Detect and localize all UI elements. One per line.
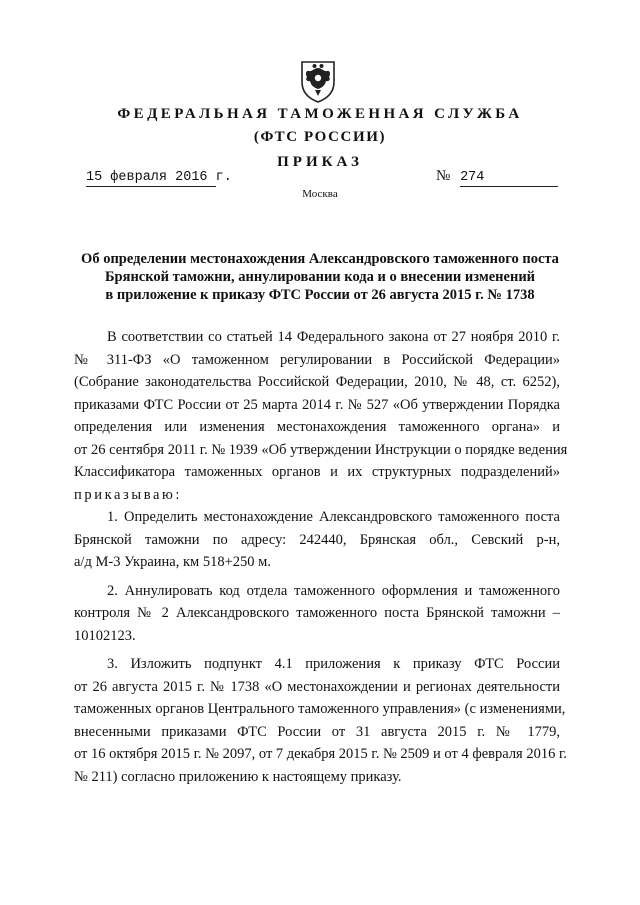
coat-of-arms-emblem: [296, 56, 340, 104]
document-body: [74, 326, 568, 788]
agency-abbreviation: (ФТС РОССИИ): [253, 129, 387, 145]
preamble-line: приказами ФТС России от 25 марта 2014 г. № 527 «Об утверждении Порядка: [74, 396, 560, 413]
order-word: приказываю:: [74, 486, 183, 503]
item-3-line: внесенными приказами ФТС России от 31 августа 2015 г. № 1779,: [74, 723, 560, 740]
subject-line: Брянской таможни, аннулировании кода и о внесении изменений: [104, 269, 536, 285]
item-3-line: таможенных органов Центрального таможенного управления» (с изменениями,: [74, 701, 566, 717]
item-3-line: 3. Изложить подпункт 4.1 приложения к приказу ФТС России: [107, 656, 560, 672]
item-3-line: № 211) согласно приложению к настоящему приказу.: [74, 768, 402, 785]
preamble-line: (Собрание законодательства Российской Федерации, 2010, № 48, ст. 6252),: [74, 374, 560, 390]
subject-line: Об определении местонахождения Александровского таможенного поста: [81, 251, 559, 267]
item-3-line: от 26 августа 2015 г. № 1738 «О местонахождении и регионах деятельности: [74, 678, 560, 695]
preamble-line: В соответствии со статьей 14 Федерального закона от 27 ноября 2010 г.: [107, 329, 560, 345]
preamble-line: № 311-ФЗ «О таможенном регулировании в Российской Федерации»: [74, 351, 560, 368]
document-number: [436, 168, 558, 187]
item-3-line: от 16 октября 2015 г. № 2097, от 7 декабря 2015 г. № 2509 и от 4 февраля 2016 г.: [74, 746, 567, 762]
agency-name: ФЕДЕРАЛЬНАЯ ТАМОЖЕННАЯ СЛУЖБА: [117, 106, 523, 122]
document-type: ПРИКАЗ: [277, 154, 363, 170]
issue-city: Москва: [302, 188, 338, 200]
number-label: №: [436, 168, 451, 184]
document-subject: [70, 250, 570, 304]
item-1-line: а/д М-3 Украина, км 518+250 м.: [74, 554, 271, 570]
item-2-line: 2. Аннулировать код отдела таможенного оформления и таможенного: [107, 582, 560, 599]
preamble-line: Классификатора таможенных органов и их структурных подразделений»: [74, 464, 560, 480]
subject-line: в приложение к приказу ФТС России от 26 августа 2015 г. № 1738: [105, 287, 535, 303]
number-value: 274: [460, 170, 558, 187]
item-1-line: 1. Определить местонахождение Александровского таможенного поста: [107, 509, 560, 525]
preamble-line: от 26 сентября 2011 г. № 1939 «Об утверждении Инструкции о порядке ведения: [74, 441, 568, 458]
item-1-line: Брянской таможни по адресу: 242440, Брянская обл., Севский р-н,: [74, 531, 560, 548]
item-2-line: контроля № 2 Александровского таможенного поста Брянской таможни –: [74, 605, 560, 621]
preamble-line: определения или изменения местонахождения таможенного органа» и: [74, 419, 560, 435]
item-2-line: 10102123.: [74, 627, 136, 644]
document-date: 15 февраля 2016 г.: [86, 170, 232, 185]
